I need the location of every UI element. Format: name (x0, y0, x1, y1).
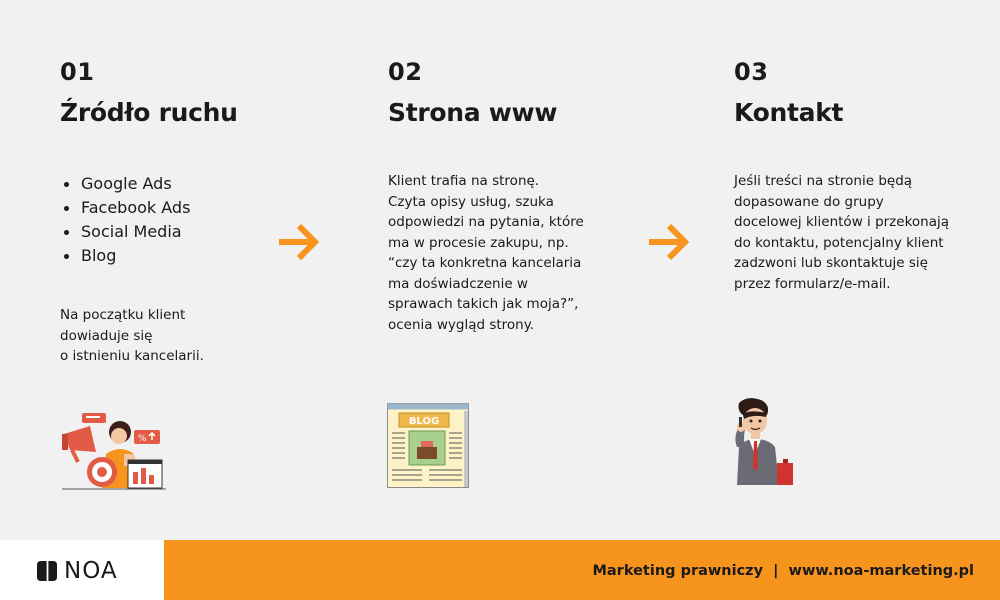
footer (0, 540, 1000, 600)
noa-logo[interactable] (37, 558, 118, 584)
blog-label: BLOG (408, 416, 440, 427)
step-title: Kontakt (734, 98, 844, 127)
list-item: Google Ads (60, 172, 190, 196)
step-number: 02 (388, 58, 423, 86)
arrow-right-icon (647, 222, 691, 262)
list-item: Blog (60, 244, 190, 268)
step-2-header (388, 58, 618, 127)
footer-tagline[interactable]: Marketing prawniczy | www.noa-marketing.pl (592, 563, 974, 579)
megaphone-marketer-illustration (62, 410, 166, 492)
traffic-sources-list (60, 172, 190, 268)
footer-logo-area (0, 540, 164, 600)
svg-text:%: % (138, 434, 147, 444)
step-description: Klient trafia na stronę. Czyta opisy usług, szuka odpowiedzi na pytania, które ma w procesie zakupu, np. “czy ta konkretna kancelaria ma doświadczenie w sprawach takich jak moja?”, ocenia wygląd strony. (388, 173, 584, 333)
logo-text: NOA (64, 558, 118, 584)
step-1-header (60, 58, 290, 127)
footer-banner (164, 540, 1000, 600)
man-on-phone-illustration (733, 397, 797, 487)
list-item: Facebook Ads (60, 196, 190, 220)
list-item: Social Media (60, 220, 190, 244)
step-title: Źródło ruchu (60, 98, 238, 127)
step-number: 01 (60, 58, 95, 86)
step-number: 03 (734, 58, 769, 86)
noa-logo-icon (37, 561, 57, 581)
blog-page-illustration (387, 403, 469, 488)
step-description: Jeśli treści na stronie będą dopasowane do grupy docelowej klientów i przekonają do kontaktu, potencjalny klient zadzwoni lub skontaktuje się przez formularz/e-mail. (734, 173, 950, 292)
step-description: Na początku klient dowiaduje się o istnieniu kancelarii. (60, 307, 204, 364)
step-title: Strona www (388, 98, 558, 127)
step-3-header (734, 58, 974, 127)
arrow-right-icon (277, 222, 321, 262)
